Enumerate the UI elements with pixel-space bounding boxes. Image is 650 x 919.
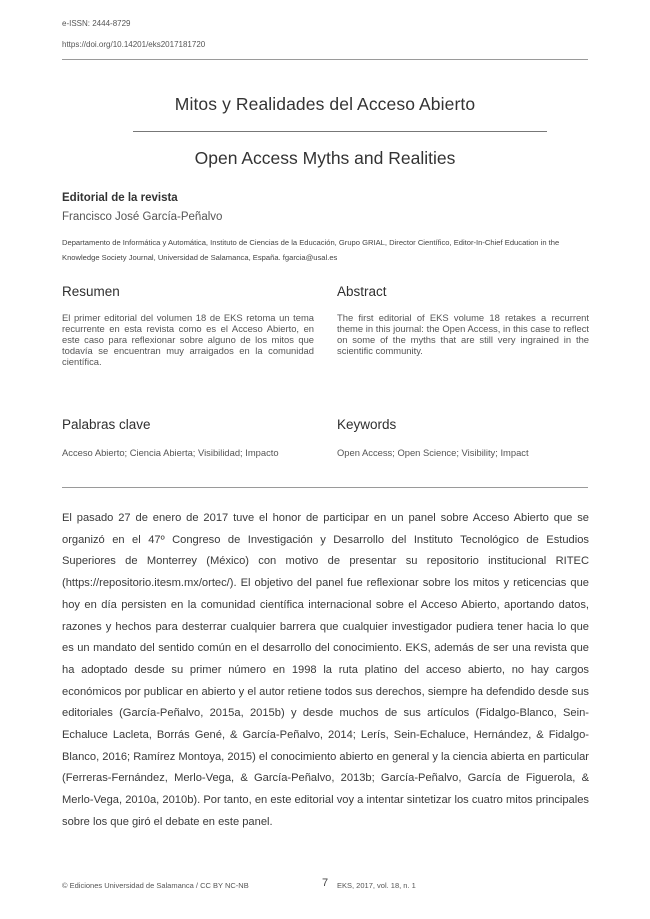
abstract-heading: Abstract	[337, 284, 387, 299]
resumen-heading: Resumen	[62, 284, 120, 299]
eissn-label: e-ISSN: 2444-8729	[62, 19, 131, 28]
footer-license: © Ediciones Universidad de Salamanca / CC BY NC-NB	[62, 881, 249, 890]
abstract-text: The first editorial of EKS volume 18 retakes a recurrent theme in this journal: the Open Access, in this case to reflect on some of the myths that are still very ingrained in the scientific community.	[337, 312, 589, 356]
author-name: Francisco José García-Peñalvo	[62, 211, 223, 223]
author-affiliation: Departamento de Informática y Automática, Instituto de Ciencias de la Educación, Grupo GRIAL, Director Científico, Editor-In-Chief Education in the Knowledge Society Journal, Universidad de Salamanca, España. fgarcia@usal.es	[62, 238, 560, 262]
resumen-text: El primer editorial del volumen 18 de EKS retoma un tema recurrente en esta revista como es el Acceso Abierto, en este caso para reflexionar sobre alguno de los mitos que todavía se encuentran muy arraigados en la comunidad científica.	[62, 312, 314, 367]
body-paragraph: El pasado 27 de enero de 2017 tuve el honor de participar en un panel sobre Acceso Abierto que se organizó en el 47º Congreso de Investigación y Desarrollo del Instituto Tecnológico de Estudios Superiores de Monterrey (México) con motivo de presentar su repositorio institucional RITEC (https://repositorio.itesm.mx/ortec/). El objetivo del panel fue reflexionar sobre los mitos y reticencias que hoy en día persisten en la comunidad científica internacional sobre el Acceso Abierto, aportando datos, razones y hechos para desterrar cualquier barrera que cualquier investigador pudiera tener hacia lo que es un mandato del sentido común en el desarrollo del conocimiento. EKS, además de ser una revista que ha adoptado desde su primer número en 1998 la ruta platino del acceso abierto, no hay cargos económicos por publicar en abierto y el autor retiene todos sus derechos, siempre ha defendido desde sus editoriales (García-Peñalvo, 2015a, 2015b) y desde muchos de sus artículos (Fidalgo-Blanco, Sein-Echaluce Lacleta, Borrás Gené, & García-Peñalvo, 2014; Lerís, Sein-Echaluce, Hernández, & Fidalgo-Blanco, 2016; Ramírez Montoya, 2015) el conocimiento abierto en general y la ciencia abierta en particular (Ferreras-Fernández, Merlo-Vega, & García-Peñalvo, 2013b; García-Peñalvo, García de Figuerola, & Merlo-Vega, 2010a, 2010b). Por tanto, en este editorial voy a intentar sintetizar los cuatro mitos principales sobre los que giró el debate en este panel.	[62, 512, 590, 828]
title-english: Open Access Myths and Realities	[194, 148, 456, 168]
title-spanish: Mitos y Realidades del Acceso Abierto	[174, 94, 476, 114]
page-number: 7	[321, 877, 329, 889]
palabras-clave-text: Acceso Abierto; Ciencia Abierta; Visibilidad; Impacto	[62, 447, 279, 458]
keywords-heading: Keywords	[337, 417, 397, 432]
keywords-text: Open Access; Open Science; Visibility; Impact	[337, 447, 529, 458]
section-label: Editorial de la revista	[62, 192, 178, 204]
abstract-divider	[62, 487, 588, 488]
doi-link[interactable]: https://doi.org/10.14201/eks2017181720	[62, 40, 206, 49]
palabras-clave-heading: Palabras clave	[62, 417, 151, 432]
title-divider	[133, 131, 547, 132]
footer-citation: EKS, 2017, vol. 18, n. 1	[337, 881, 416, 890]
header-divider	[62, 59, 588, 60]
